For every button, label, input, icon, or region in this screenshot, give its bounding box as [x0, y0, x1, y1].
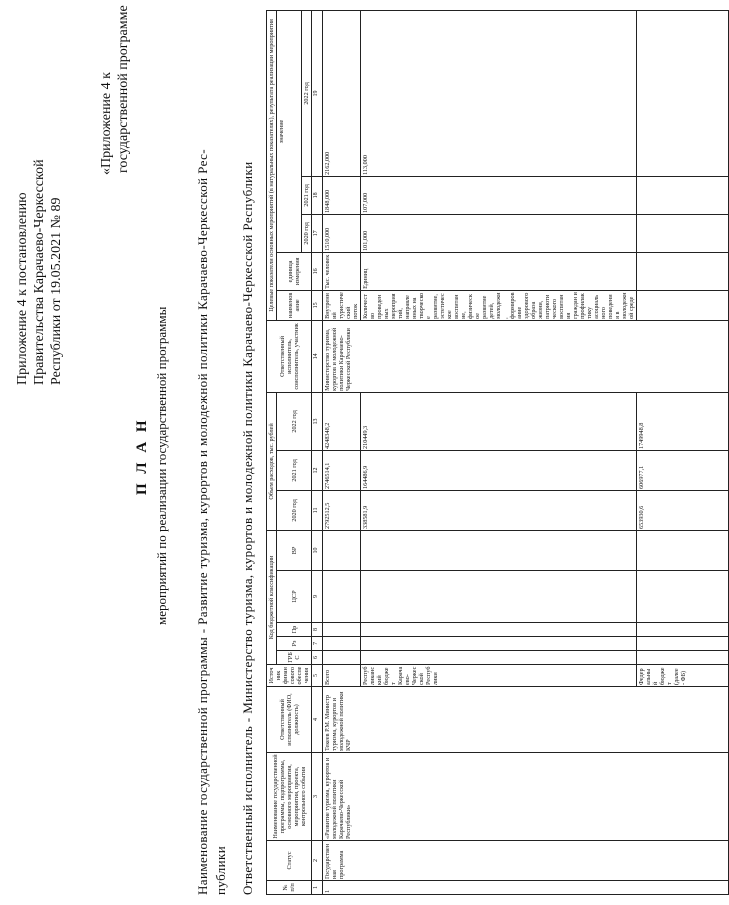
col-number: 19	[312, 11, 323, 177]
th-pr: Пр	[277, 623, 312, 637]
col-number: 16	[312, 252, 323, 290]
indicator-2-unit: Единиц	[361, 252, 637, 290]
header-line-3: Республики от 19.05.2021 № 89	[49, 197, 64, 385]
col-number: 3	[312, 753, 323, 841]
th-value-2022: 2022 год	[302, 11, 312, 177]
row-num: 1	[323, 881, 729, 895]
total-2022: 4248348,2	[323, 392, 361, 450]
indicator-2-2022: 113,000	[361, 11, 637, 177]
th-indicator-name: наименование	[277, 290, 312, 320]
program-name-line-2: публики	[213, 845, 228, 895]
th-name: Наименование государственной программы, подпрограммы, основного мероприятия, мероприятия, проекта, контрольного события	[267, 753, 312, 841]
th-unit: единица измерения	[277, 252, 312, 290]
col-number: 12	[312, 450, 323, 490]
row-source-regional: Республиканский бюджет Карачаево-Черкесской Республики	[361, 665, 637, 687]
plan-table	[266, 10, 729, 895]
th-indicators: Целевые показатели основных мероприятий (в натуральных показателях), результата реализации мероприятия	[267, 11, 277, 321]
row-source-federal: Федеральный бюджет (далее - ФБ)	[637, 665, 729, 687]
indicator-1-2021: 1848,000	[323, 176, 361, 214]
th-rz: Рз	[277, 637, 312, 651]
col-number: 8	[312, 623, 323, 637]
col-number: 13	[312, 392, 323, 450]
th-value-2020: 2020 год	[302, 214, 312, 252]
col-number: 5	[312, 665, 323, 687]
th-grbs: ГРБС	[277, 651, 312, 665]
indicator-1-2022: 2162,000	[323, 11, 361, 177]
col-number: 4	[312, 687, 323, 753]
indicator-2-name: Количество проведенных мероприятий, направленных на творческое развитие, эстетическое воспитание, физическое развитие детей, молодежи, формирование здорового образа жизни, патриотического воспитания граждан и профилактику асоциального поведения в молодежной среде	[362, 292, 635, 319]
regional-2020: 338581,9	[361, 490, 637, 530]
table-row	[323, 11, 361, 895]
col-number: 10	[312, 530, 323, 570]
appendix-line-2: государственной программе	[116, 5, 131, 173]
col-number: 6	[312, 651, 323, 665]
th-responsible: Ответственный исполнитель (ФИО, должность)	[267, 687, 312, 753]
th-vr: ВР	[277, 530, 312, 570]
th-2020: 2020 год	[277, 490, 312, 530]
col-number: 15	[312, 290, 323, 320]
col-number: 17	[312, 214, 323, 252]
indicator-1-2020: 1510,000	[323, 214, 361, 252]
regional-2021: 164486,9	[361, 450, 637, 490]
col-number: 2	[312, 841, 323, 881]
executor-line: Ответственный исполнитель - Министерство туризма, курортов и молодежной политики Карачаево-Черкесской Республики	[240, 161, 255, 895]
page-title: П Л А Н	[134, 417, 150, 495]
th-2022: 2022 год	[277, 392, 312, 450]
th-budget-code: Код бюджетной классификации	[267, 530, 277, 664]
column-number-row	[312, 11, 323, 895]
header-line-2: Правительства Карачаево-Черкесской	[32, 159, 47, 385]
program-name-line-1: Наименование государственной программы - Развитие туризма, курортов и молодежной политики Карачаево-Черкесской Рес-	[195, 148, 210, 895]
federal-2022: 1749948,8	[637, 392, 729, 450]
col-number: 1	[312, 881, 323, 895]
header-line-1: Приложение 4 к постановлению	[15, 192, 30, 385]
appendix-line-1: «Приложение 4 к	[99, 72, 114, 175]
total-2020: 2792512,5	[323, 490, 361, 530]
th-value-2021: 2021 год	[302, 176, 312, 214]
regional-2022: 210449,3	[361, 392, 637, 450]
col-number: 9	[312, 571, 323, 623]
indicator-1-unit: Тыс. человек	[323, 252, 361, 290]
col-number: 7	[312, 637, 323, 651]
th-csr: ЦСР	[277, 571, 312, 623]
row-responsible: Текеев Р.М. Министр туризма, курортов и молодежной политики КЧР	[323, 687, 729, 753]
indicator-1-name: Внутренний туристический поток	[324, 292, 359, 319]
row-status: Государственная программа	[323, 841, 729, 881]
th-executor: Ответственный исполнитель, соисполнитель, участник	[267, 320, 312, 392]
federal-2020: 653930,6	[637, 490, 729, 530]
th-2021: 2021 год	[277, 450, 312, 490]
row-source-total: Всего	[323, 665, 361, 687]
col-number: 14	[312, 320, 323, 392]
page-subtitle: мероприятий по реализации государственной программы	[154, 306, 169, 625]
th-expenses: Объем расходов, тыс. рублей	[267, 392, 277, 530]
row-executor: Министерство туризма, курортов и молодежной политики Карачаево-Черкесской Республики	[323, 320, 729, 392]
total-2021: 2746514,1	[323, 450, 361, 490]
th-num: № п/п	[267, 881, 312, 895]
federal-2021: 606977,1	[637, 450, 729, 490]
row-name: «Развитие туризма, курортов и молодежной политики Карачаево-Черкесской Республики»	[323, 753, 729, 841]
col-number: 11	[312, 490, 323, 530]
th-source: Источник финансового обеспечения	[267, 665, 312, 687]
th-value: значение	[277, 11, 302, 253]
col-number: 18	[312, 176, 323, 214]
indicator-2-2020: 101,000	[361, 214, 637, 252]
indicator-2-2021: 107,000	[361, 176, 637, 214]
th-status: Статус	[267, 841, 312, 881]
